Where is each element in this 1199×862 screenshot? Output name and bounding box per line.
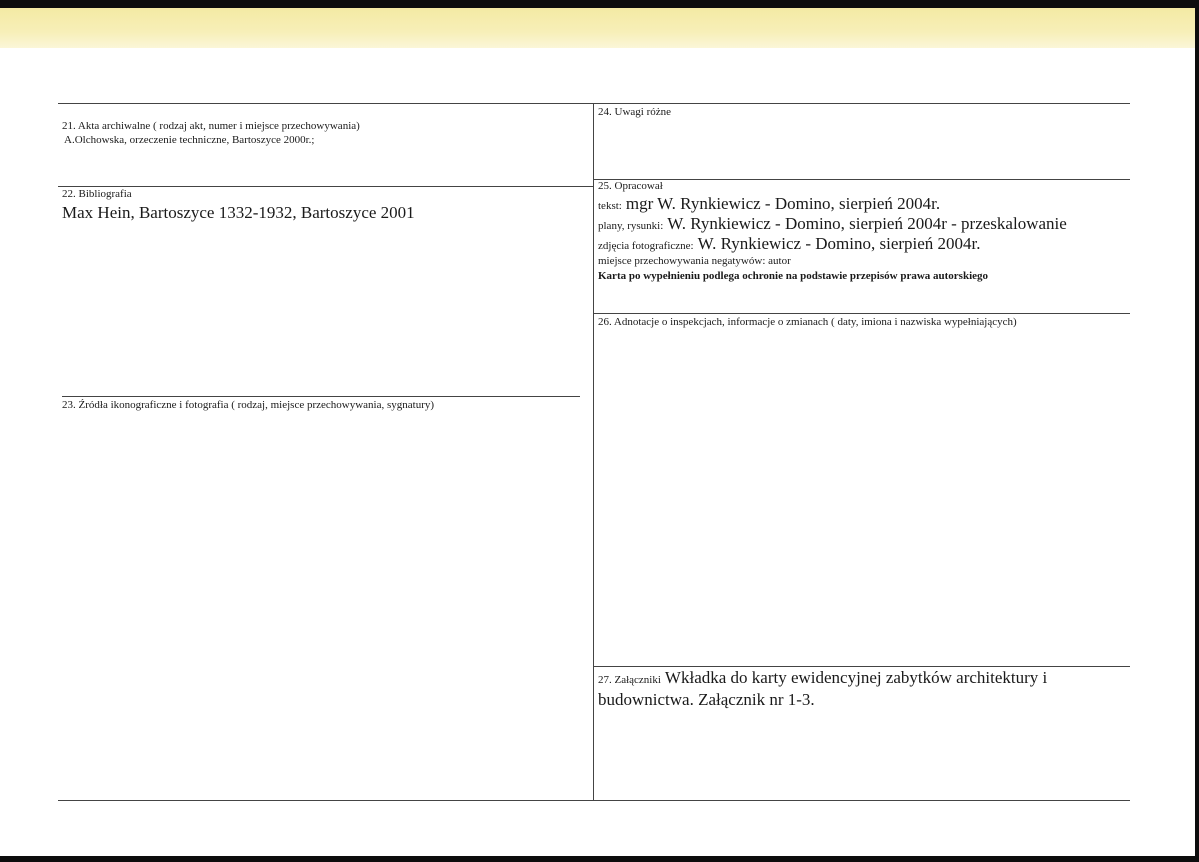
section-21-value: A.Olchowska, orzeczenie techniczne, Bartoszyce 2000r.; <box>64 134 315 146</box>
zdjecia-label: zdjęcia fotograficzne: <box>598 240 694 252</box>
zdjecia-value: W. Rynkiewicz - Domino, sierpień 2004r. <box>697 234 981 253</box>
section-25-negatywy: miejsce przechowywania negatywów: autor <box>598 255 791 267</box>
section-27 <box>598 668 1068 711</box>
plany-label: plany, rysunki: <box>598 220 664 232</box>
section-25-zdjecia-line <box>598 234 981 254</box>
section-21-label: 21. Akta archiwalne ( rodzaj akt, numer i miejsce przechowywania) <box>62 120 360 132</box>
column-divider <box>593 103 594 800</box>
section-23-label: 23. Źródła ikonograficzne i fotografia ( rodzaj, miejsce przechowywania, sygnatury) <box>62 399 435 411</box>
section-24-label: 24. Uwagi różne <box>598 106 672 118</box>
rule-21-22 <box>58 186 593 187</box>
rule-top <box>58 103 1130 104</box>
rule-25-26 <box>593 313 1130 314</box>
section-25-plany-line <box>598 214 1067 234</box>
section-25-tekst-line <box>598 194 940 214</box>
section-27-label: 27. Załączniki <box>598 674 661 686</box>
yellow-top-band <box>0 8 1195 48</box>
copyright-notice: Karta po wypełnieniu podlega ochronie na podstawie przepisów prawa autorskiego <box>598 270 989 282</box>
section-22-label: 22. Bibliografia <box>62 188 132 200</box>
tekst-label: tekst: <box>598 200 622 212</box>
rule-24-25 <box>593 179 1130 180</box>
scan-edge <box>1195 8 1199 856</box>
section-26-label: 26. Adnotacje o inspekcjach, informacje o zmianach ( daty, imiona i nazwiska wypełniających) <box>598 316 1017 328</box>
section-22-value: Max Hein, Bartoszyce 1332-1932, Bartoszyce 2001 <box>62 203 415 222</box>
rule-26-27 <box>593 666 1130 667</box>
section-27-value: Wkładka do karty ewidencyjnej zabytków architektury i budownictwa. Załącznik nr 1-3. <box>598 668 1048 709</box>
rule-22-23 <box>62 396 580 397</box>
section-25-label: 25. Opracował <box>598 180 663 192</box>
rule-bottom <box>58 800 1130 801</box>
tekst-value: mgr W. Rynkiewicz - Domino, sierpień 2004r. <box>625 194 941 213</box>
plany-value: W. Rynkiewicz - Domino, sierpień 2004r - przeskalowanie <box>667 214 1067 233</box>
